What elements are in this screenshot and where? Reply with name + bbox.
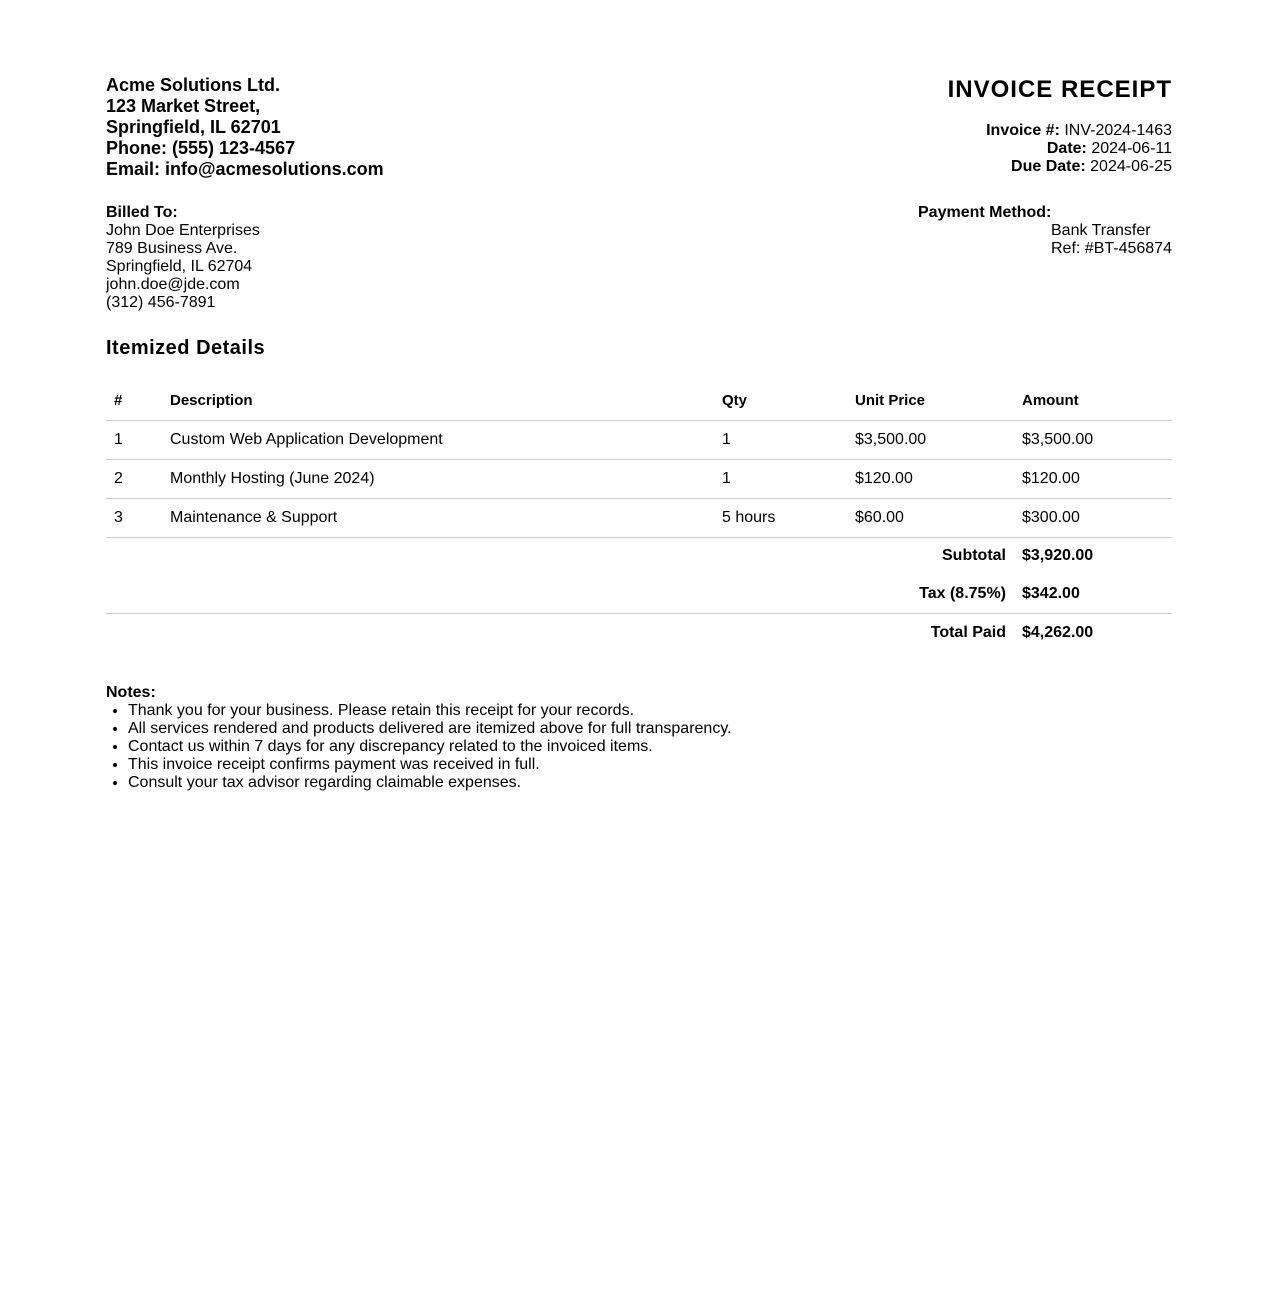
list-item: • All services rendered and products delivered are itemized above for full transparency. xyxy=(128,720,732,738)
row-description: Monthly Hosting (June 2024) xyxy=(162,459,714,498)
header-qty: Qty xyxy=(714,382,847,420)
notes-section xyxy=(106,684,732,792)
tax-value: $342.00 xyxy=(1014,575,1172,613)
company-info xyxy=(106,75,384,180)
row-unit-price: $120.00 xyxy=(847,459,1014,498)
company-name: Acme Solutions Ltd. xyxy=(106,75,281,95)
list-item: • Thank you for your business. Please retain this receipt for your records. xyxy=(128,702,732,720)
notes-list xyxy=(106,702,732,792)
billed-to-city: Springfield, IL 62704 xyxy=(106,258,253,275)
invoice-due: 2024-06-25 xyxy=(1090,158,1172,175)
invoice-date: 2024-06-11 xyxy=(1091,140,1172,157)
table-row xyxy=(106,459,1172,498)
payment-method xyxy=(918,204,1172,258)
tax-row xyxy=(106,575,1172,613)
invoice-title: INVOICE RECEIPT xyxy=(947,76,1172,103)
invoice-date-row xyxy=(948,140,1172,158)
invoice-number: INV-2024-1463 xyxy=(1064,122,1172,139)
total-label: Total Paid xyxy=(930,623,1006,641)
row-amount: $120.00 xyxy=(1014,459,1172,498)
itemized-details-title: Itemized Details xyxy=(106,337,266,359)
billed-to-phone: (312) 456-7891 xyxy=(106,294,216,311)
notes-label: Notes: xyxy=(106,684,156,701)
subtotal-value: $3,920.00 xyxy=(1022,547,1094,565)
payment-values xyxy=(1051,222,1172,258)
items-header-row xyxy=(106,382,1172,420)
total-row xyxy=(106,613,1172,652)
invoice-number-label: Invoice #: xyxy=(986,122,1060,139)
row-unit-price: $3,500.00 xyxy=(847,420,1014,459)
billed-to-email: john.doe@jde.com xyxy=(106,276,240,293)
row-number: 2 xyxy=(106,459,162,498)
subtotal-row xyxy=(106,537,1172,575)
row-amount: $3,500.00 xyxy=(1014,420,1172,459)
row-amount: $300.00 xyxy=(1014,498,1172,537)
payment-ref: Ref: #BT-456874 xyxy=(1051,240,1172,257)
row-qty: 1 xyxy=(714,420,847,459)
billed-to-name: John Doe Enterprises xyxy=(106,222,260,239)
header-unit-price: Unit Price xyxy=(847,382,1014,420)
row-qty: 1 xyxy=(714,459,847,498)
list-item: • Contact us within 7 days for any discrepancy related to the invoiced items. xyxy=(128,738,732,756)
billed-to-label: Billed To: xyxy=(106,204,178,221)
list-item: • Consult your tax advisor regarding claimable expenses. xyxy=(128,774,732,792)
row-description: Custom Web Application Development xyxy=(162,420,714,459)
header-description: Description xyxy=(162,382,714,420)
subtotal-label: Subtotal xyxy=(942,547,1006,565)
invoice-due-label: Due Date: xyxy=(1011,158,1086,175)
company-phone: Phone: (555) 123-4567 xyxy=(106,138,296,158)
company-street: 123 Market Street, xyxy=(106,96,261,116)
row-number: 1 xyxy=(106,420,162,459)
payment-method-label: Payment Method: xyxy=(918,204,1052,221)
header-amount: Amount xyxy=(1014,382,1172,420)
table-row xyxy=(106,498,1172,537)
invoice-date-label: Date: xyxy=(1046,140,1087,157)
invoice-header xyxy=(948,74,1172,176)
header-number: # xyxy=(106,382,162,420)
tax-label: Tax (8.75%) xyxy=(106,575,1014,613)
company-email: Email: info@acmesolutions.com xyxy=(106,159,384,179)
company-city: Springfield, IL 62701 xyxy=(106,117,281,137)
row-unit-price: $60.00 xyxy=(847,498,1014,537)
invoice-meta xyxy=(948,122,1172,176)
total-value: $4,262.00 xyxy=(1022,623,1094,641)
invoice-due-row xyxy=(948,158,1172,176)
invoice-number-row xyxy=(948,122,1172,140)
row-qty: 5 hours xyxy=(714,498,847,537)
table-row xyxy=(106,420,1172,459)
billed-to-street: 789 Business Ave. xyxy=(106,240,238,257)
billed-to xyxy=(106,204,260,312)
list-item: • This invoice receipt confirms payment was received in full. xyxy=(128,756,732,774)
payment-method-value: Bank Transfer xyxy=(1051,222,1151,239)
row-description: Maintenance & Support xyxy=(162,498,714,537)
items-table xyxy=(106,382,1172,652)
row-number: 3 xyxy=(106,498,162,537)
